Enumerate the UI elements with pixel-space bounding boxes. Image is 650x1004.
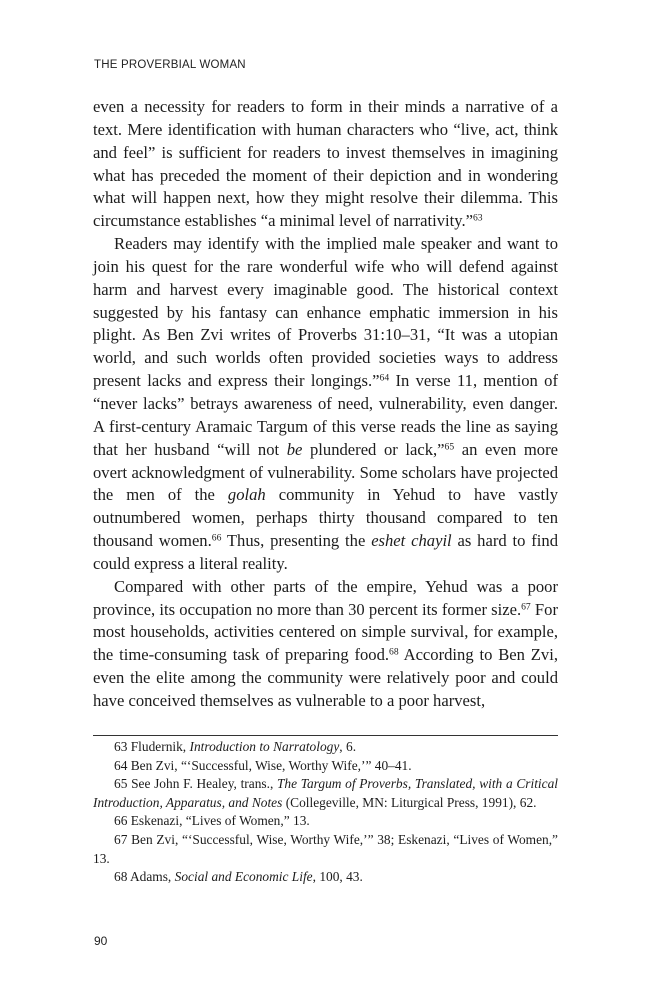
footnote-divider <box>93 735 558 736</box>
footnote <box>93 812 558 831</box>
footnote <box>93 868 558 887</box>
text-run: an even more overt acknowledgment of vulnerability. Some scholars have projected the men of the <box>93 439 558 505</box>
italic-text: golah <box>227 485 266 505</box>
text-run: 67 Ben Zvi, “‘Successful, Wise, Worthy Wife,’” 38; Eskenazi, “Lives of Women,” 13. <box>93 831 558 866</box>
italic-text: Introduction to Narratology <box>189 739 340 754</box>
text-run: 66 Eskenazi, “Lives of Women,” 13. <box>114 813 310 829</box>
text-run: , 100, 43. <box>312 869 363 885</box>
footnote-ref: 68 <box>389 646 399 658</box>
text-run: even a necessity for readers to form in their minds a narrative of a text. Mere identification with human characters who “live, act, think and feel” is sufficient for readers to invest themselves in imagining what has preceded the moment of their depiction and in wondering what will happen next, how they might resolve their dilemma. This circumstance establishes “a minimal level of narrativity.” <box>93 97 558 231</box>
text-run: community in Yehud to have vastly outnumbered women, perhaps thirty thousand compared to ten thousand women. <box>93 485 558 551</box>
text-run: 68 Adams, <box>114 869 175 885</box>
text-run: 63 Fludernik, <box>114 739 190 754</box>
text-run: as hard to find could express a literal reality. <box>93 531 558 573</box>
italic-text: Social and Economic Life <box>174 869 313 885</box>
text-run: Thus, presenting the <box>221 531 372 551</box>
footnote-ref: 67 <box>521 601 531 613</box>
text-run: 64 Ben Zvi, “‘Successful, Wise, Worthy Wife,’” 40–41. <box>114 757 412 773</box>
text-run: Compared with other parts of the empire, Yehud was a poor province, its occupation no more than 30 percent its former size. <box>93 576 558 619</box>
text-run: (Collegeville, MN: Liturgical Press, 1991), 62. <box>282 794 537 810</box>
text-run: For most households, activities centered on simple survival, for example, the time-consuming task of preparing food. <box>93 599 558 665</box>
footnote <box>93 738 558 757</box>
text-run: plundered or lack,” <box>302 439 445 459</box>
text-run: Readers may identify with the implied male speaker and want to join his quest for the rare wonderful wife who will defend against harm and harvest every imaginable good. The historical context suggested by his fantasy can enhance emphatic immersion in his plight. As Ben Zvi writes of Proverbs 31:10–31, “It was a utopian world, and such worlds often provided societies ways to address present lacks and express their longings.” <box>93 234 558 391</box>
body-text <box>93 96 558 713</box>
paragraph <box>93 96 558 233</box>
paragraph <box>93 233 558 576</box>
paragraph <box>93 576 558 713</box>
italic-text: eshet chayil <box>371 531 452 551</box>
text-run: 65 See John F. Healey, trans., <box>114 776 277 792</box>
running-head: THE PROVERBIAL WOMAN <box>94 59 246 71</box>
footnotes <box>93 738 558 887</box>
text-run: , 6. <box>339 739 357 754</box>
footnote <box>93 831 558 868</box>
footnote-ref: 65 <box>444 441 455 453</box>
text-run: In verse 11, mention of “never lacks” betrays awareness of need, vulnerability, even danger. A first-century Aramaic Targum of this verse reads the line as saying that her husband “will not <box>93 371 558 459</box>
footnote <box>93 775 558 812</box>
page-number: 90 <box>94 934 108 948</box>
footnote-ref: 64 <box>379 372 390 384</box>
footnote-ref: 63 <box>472 212 483 224</box>
italic-text: be <box>286 439 303 459</box>
italic-text: The Targum of Proverbs, Translated, with a Critical Introduction, Apparatus, and Notes <box>93 776 558 810</box>
footnote <box>93 757 558 776</box>
footnote-ref: 66 <box>211 532 222 544</box>
text-run: According to Ben Zvi, even the elite among the community were relatively poor and could have conceived themselves as vulnerable to a poor harvest, <box>93 645 558 710</box>
